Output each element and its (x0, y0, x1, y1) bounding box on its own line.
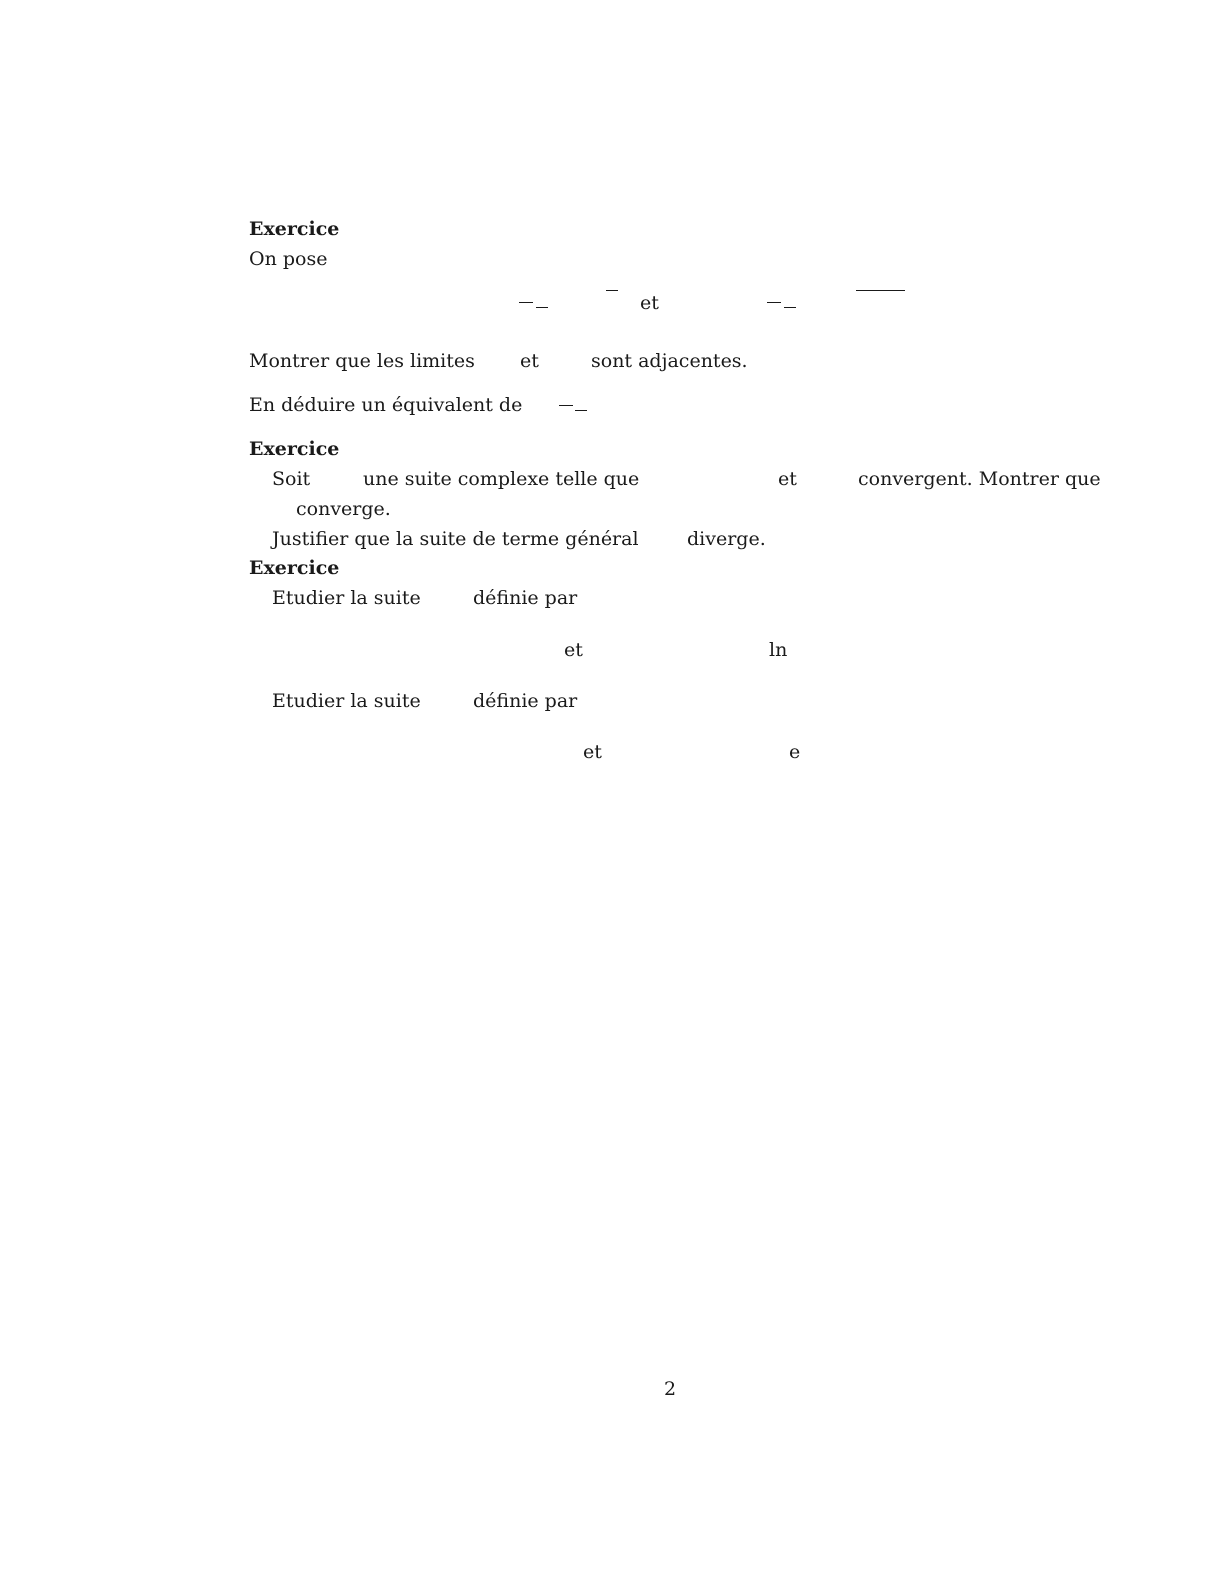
exercise3-item1-text: Etudier la suite (272, 587, 421, 609)
exercise2-heading: Exercice (249, 438, 340, 460)
exercise1-question2: En déduire un équivalent de (249, 394, 523, 416)
exercise1-intro: On pose (249, 248, 328, 270)
exercise3-heading: Exercice (249, 557, 340, 579)
fraction-bar (536, 307, 548, 308)
exercise3-item2-text: Etudier la suite (272, 690, 421, 712)
exercise1-heading: Exercice (249, 218, 340, 240)
exercise1-question1-connector: et (520, 350, 539, 372)
exercise3-item1-formula-connector: et (564, 639, 583, 661)
exercise1-question1-start: Montrer que les limites (249, 350, 475, 372)
fraction-bar (606, 290, 618, 291)
exercise2-item1-text: une suite complexe telle que (363, 468, 640, 490)
exercise3-item1-text: définie par (473, 587, 578, 609)
fraction-bar (575, 410, 587, 411)
fraction-bar (784, 307, 796, 308)
exercise3-item1-formula-ln: ln (769, 639, 788, 661)
page-number: 2 (664, 1378, 677, 1400)
fraction-bar (856, 290, 905, 291)
exercise2-item1-continuation: converge. (296, 498, 391, 520)
exercise2-item1-text: convergent. Montrer que (858, 468, 1101, 490)
fraction-bar (559, 405, 573, 406)
exercise2-item1-text: Soit (272, 468, 311, 490)
exercise3-item2-formula-e: e (789, 741, 801, 763)
fraction-bar (519, 302, 533, 303)
exercise2-item2-text: Justifier que la suite de terme général (272, 528, 639, 550)
exercise3-item2-text: définie par (473, 690, 578, 712)
fraction-bar (767, 302, 781, 303)
exercise2-item2-text: diverge. (687, 528, 766, 550)
exercise3-item2-formula-connector: et (583, 741, 602, 763)
formula-connector: et (640, 292, 659, 314)
exercise1-question1-end: sont adjacentes. (591, 350, 748, 372)
exercise2-item1-connector: et (778, 468, 797, 490)
